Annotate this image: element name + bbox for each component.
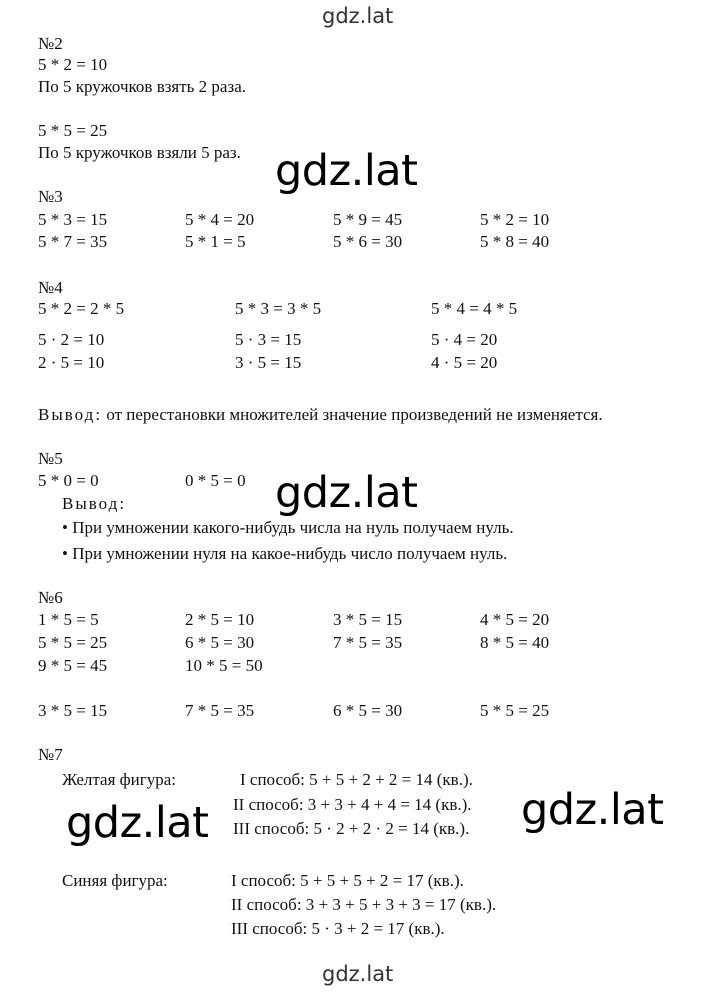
yellow-method-2: II способ: 3 + 3 + 4 + 4 = 14 (кв.). <box>233 795 472 814</box>
task-6-cell: 2 * 5 = 10 <box>185 610 255 629</box>
task-2-number: №2 <box>38 34 63 53</box>
task-5-bullet-1: • При умножении какого-нибудь числа на нуль получаем нуль. <box>62 518 514 537</box>
task-4-cell: 2 · 5 = 10 <box>38 353 105 372</box>
watermark-3: gdz.lat <box>66 798 209 848</box>
task-4-cell: 5 · 4 = 20 <box>431 330 498 349</box>
task-4-cell: 5 · 2 = 10 <box>38 330 105 349</box>
task-5-eq-1: 5 * 0 = 0 <box>38 471 99 490</box>
task-6-cell: 5 * 5 = 25 <box>480 701 550 720</box>
task-3-cell: 5 * 9 = 45 <box>333 210 403 229</box>
task-6-cell: 8 * 5 = 40 <box>480 633 550 652</box>
task-6-cell: 7 * 5 = 35 <box>185 701 255 720</box>
yellow-method-3: III способ: 5 · 2 + 2 · 2 = 14 (кв.). <box>233 819 470 838</box>
blue-method-3: III способ: 5 · 3 + 2 = 17 (кв.). <box>231 919 445 938</box>
watermark-header: gdz.lat <box>322 4 394 28</box>
task-2-line-2: По 5 кружочков взять 2 раза. <box>38 77 246 96</box>
task-4-cell: 5 * 4 = 4 * 5 <box>431 299 518 318</box>
task-6-cell: 6 * 5 = 30 <box>333 701 403 720</box>
task-5-eq-2: 0 * 5 = 0 <box>185 471 246 490</box>
task-3-cell: 5 * 3 = 15 <box>38 210 108 229</box>
task-3-number: №3 <box>38 187 63 206</box>
watermark-footer: gdz.lat <box>322 962 394 986</box>
task-4-conclusion <box>38 405 603 425</box>
task-7-number: №7 <box>38 745 63 764</box>
task-4-number: №4 <box>38 278 63 297</box>
task-2-line-3: 5 * 5 = 25 <box>38 121 108 140</box>
task-4-cell: 4 · 5 = 20 <box>431 353 498 372</box>
task-3-cell: 5 * 7 = 35 <box>38 232 108 251</box>
watermark-4: gdz.lat <box>521 785 664 835</box>
task-3-cell: 5 * 6 = 30 <box>333 232 403 251</box>
watermark-1: gdz.lat <box>275 146 418 196</box>
conclusion-label: Вывод: <box>38 405 103 424</box>
task-4-cell: 5 * 3 = 3 * 5 <box>235 299 322 318</box>
task-6-cell: 1 * 5 = 5 <box>38 610 99 629</box>
task-6-cell: 5 * 5 = 25 <box>38 633 108 652</box>
task-3-cell: 5 * 8 = 40 <box>480 232 550 251</box>
task-6-cell: 6 * 5 = 30 <box>185 633 255 652</box>
task-6-cell: 7 * 5 = 35 <box>333 633 403 652</box>
task-5-conclusion-label: Вывод: <box>62 494 127 513</box>
task-5-number: №5 <box>38 449 63 468</box>
task-6-cell: 9 * 5 = 45 <box>38 656 108 675</box>
task-3-cell: 5 * 1 = 5 <box>185 232 246 251</box>
yellow-method-1: I способ: 5 + 5 + 2 + 2 = 14 (кв.). <box>240 770 473 789</box>
task-3-cell: 5 * 4 = 20 <box>185 210 255 229</box>
task-6-number: №6 <box>38 588 63 607</box>
blue-method-2: II способ: 3 + 3 + 5 + 3 + 3 = 17 (кв.). <box>231 895 497 914</box>
task-4-cell: 3 · 5 = 15 <box>235 353 302 372</box>
task-4-cell: 5 · 3 = 15 <box>235 330 302 349</box>
task-6-cell: 3 * 5 = 15 <box>333 610 403 629</box>
task-5-bullet-2: • При умножении нуля на какое-нибудь число получаем нуль. <box>62 544 508 563</box>
blue-figure-label: Синяя фигура: <box>62 871 168 890</box>
task-3-cell: 5 * 2 = 10 <box>480 210 550 229</box>
task-2-line-4: По 5 кружочков взяли 5 раз. <box>38 143 241 162</box>
watermark-2: gdz.lat <box>275 468 418 518</box>
task-6-cell: 4 * 5 = 20 <box>480 610 550 629</box>
task-6-cell: 3 * 5 = 15 <box>38 701 108 720</box>
task-6-cell: 10 * 5 = 50 <box>185 656 263 675</box>
blue-method-1: I способ: 5 + 5 + 5 + 2 = 17 (кв.). <box>231 871 464 890</box>
task-2-line-1: 5 * 2 = 10 <box>38 55 108 74</box>
yellow-figure-label: Желтая фигура: <box>62 770 177 789</box>
conclusion-text: от перестановки множителей значение произведений не изменяется. <box>106 405 603 424</box>
task-4-cell: 5 * 2 = 2 * 5 <box>38 299 125 318</box>
